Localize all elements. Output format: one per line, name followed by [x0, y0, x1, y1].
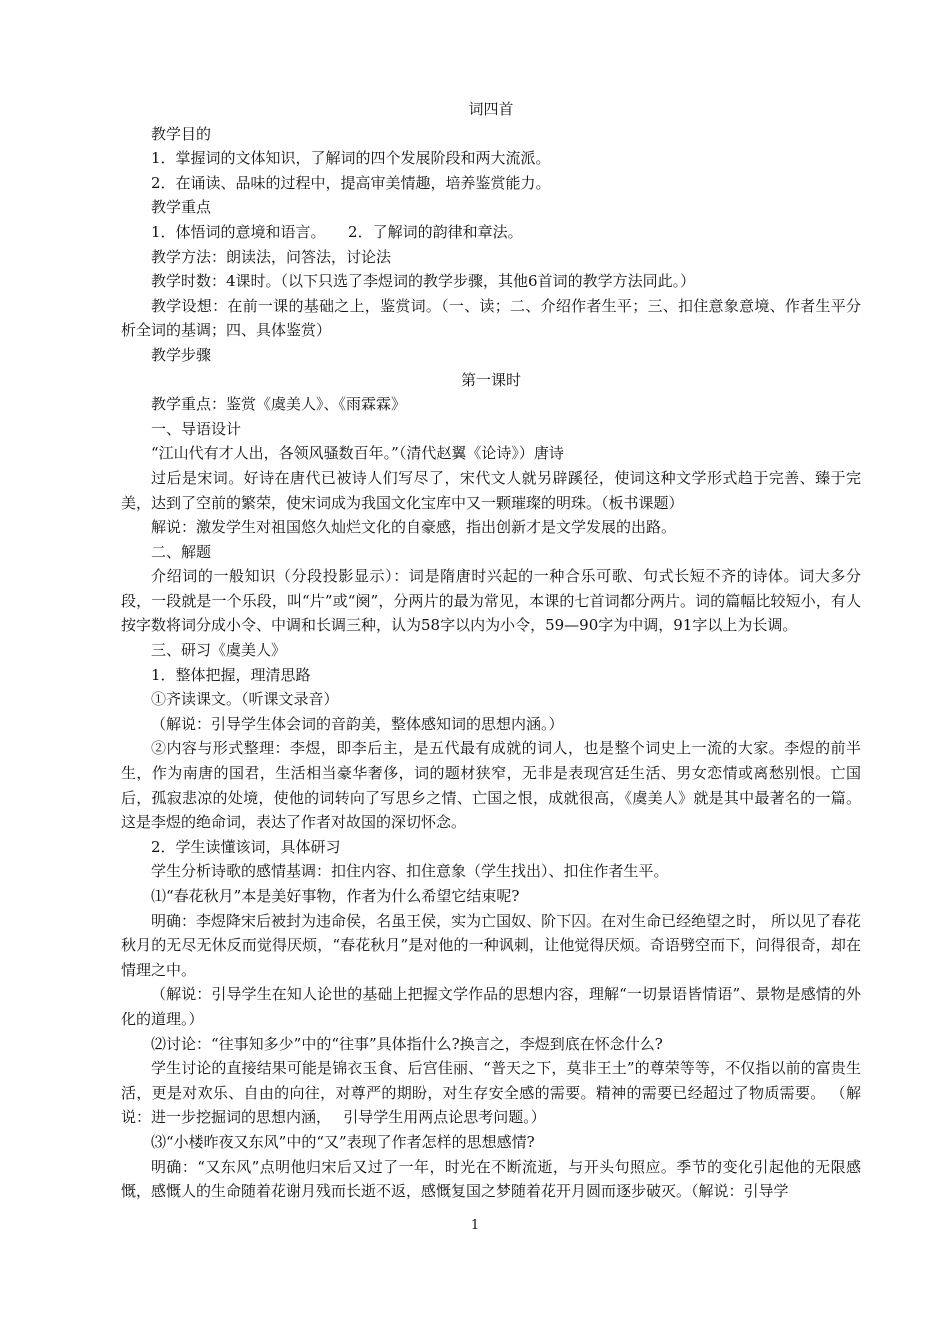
- paragraph: （解说：引导学生体会词的音韵美，整体感知词的思想内涵。）: [151, 714, 564, 733]
- paragraph: 2．在诵读、品味的过程中，提高审美情趣，培养鉴赏能力。: [151, 173, 551, 192]
- section-title: 第一课时: [460, 370, 521, 389]
- paragraph: ⑶“小楼昨夜又东风”中的“又”表现了作者怎样的思想感情?: [151, 1132, 535, 1151]
- paragraph: 学生讨论的直接结果可能是锦衣玉食、后宫佳丽、“普天之下，莫非王土”的尊荣等等，不仅指以前的富贵生活，更是对欢乐、自由的向往，对尊严的期盼，对生存安全感的需要。精神的需要已经超过了物质需要。 （解说：进一步挖掘词的思想内涵， 引导学生用两点论思考问题。）: [121, 1059, 861, 1127]
- paragraph: 教学步骤: [151, 345, 212, 364]
- page-number: 1: [470, 1218, 480, 1233]
- paragraph: ②内容与形式整理：李煜，即李后主，是五代最有成就的词人，也是整个词史上一流的大家。李煜的前半生，作为南唐的国君，生活相当豪华奢侈，词的题材狭窄，无非是表现宫廷生活、男女恋情或离愁别恨。亡国后，孤寂悲凉的处境，使他的词转向了写思乡之情、亡国之恨，成就很高，《虞美人》就是其中最著名的一篇。这是李煜的绝命词，表达了作者对故国的深切怀念。: [121, 739, 861, 832]
- paragraph: 2．学生读懂该词，具体研习: [151, 837, 341, 856]
- paragraph: 教学时数：4课时。（以下只选了李煜词的教学步骤，其他6首词的教学方法同此。）: [151, 272, 696, 291]
- paragraph: 教学重点：鉴赏《虞美人》、《雨霖霖》: [151, 395, 407, 414]
- paragraph: （解说：引导学生在知人论世的基础上把握文学作品的思想内容，理解“一切景语皆情语”、景物是感情的外化的道理。）: [121, 985, 861, 1028]
- paragraph: “江山代有才人出，各领风骚数百年。”（清代赵翼《论诗》）唐诗: [151, 444, 564, 463]
- paragraph: 明确：“又东风”点明他归宋后又过了一年，时光在不断流逝，与开头句照应。季节的变化引起他的无限感慨，感慨人的生命随着花谢月残而长逝不返，感慨复国之梦随着花开月圆而逐步破灭。（解说：引导学: [121, 1157, 861, 1201]
- paragraph: 介绍词的一般知识（分段投影显示）：词是隋唐时兴起的一种合乐可歌、句式长短不齐的诗体。词大多分段，一段就是一个乐段，叫“片”或“阕”，分两片的最为常见，本课的七首词都分两片。词的篇幅比较短小，有人按字数将词分成小令、中调和长调三种，认为58字以内为小令，59—90字为中调，91字以上为长调。: [121, 567, 861, 635]
- paragraph: ⑴“春花秋月”本是美好事物，作者为什么希望它结束呢?: [151, 887, 520, 905]
- paragraph: 明确：李煜降宋后被封为违命侯，名虽王侯，实为亡国奴、阶下囚。在对生命已经绝望之时， 所以见了春花秋月的无尽无休反而觉得厌烦，“春花秋月”是对他的一种讽刺，让他觉得厌烦。奇语劈空而下，问得很奇，却在情理之中。: [121, 911, 861, 979]
- document-title: 词四首: [468, 100, 514, 118]
- paragraph: 1．体悟词的意境和语言。 2．了解词的韵律和章法。: [151, 222, 523, 241]
- paragraph: 教学目的: [151, 124, 212, 143]
- paragraph: 1．整体把握，理清思路: [151, 665, 311, 684]
- paragraph: 解说：激发学生对祖国悠久灿烂文化的自豪感，指出创新才是文学发展的出路。: [151, 518, 677, 537]
- paragraph: 过后是宋词。好诗在唐代已被诗人们写尽了，宋代文人就另辟蹊径，使词这种文学形式趋于完善、臻于完美，达到了空前的繁荣，使宋词成为我国文化宝库中又一颗璀璨的明珠。（板书课题）: [121, 468, 861, 512]
- paragraph: 教学重点: [151, 198, 212, 217]
- paragraph: 二、解题: [151, 542, 212, 561]
- document-body: [121, 97, 861, 1204]
- paragraph: ⑵讨论：“往事知多少”中的“往事”具体指什么?换言之，李煜到底在怀念什么?: [151, 1034, 663, 1053]
- paragraph: ①齐读课文。（听课文录音）: [151, 690, 339, 709]
- paragraph: 三、研习《虞美人》: [151, 641, 287, 660]
- paragraph: 一、导语设计: [151, 419, 242, 438]
- paragraph: 学生分析诗歌的感情基调：扣住内容、扣住意象（学生找出）、扣住作者生平。: [151, 862, 669, 881]
- paragraph: 教学设想：在前一课的基础之上，鉴赏词。（一、读；二、介绍作者生平；三、扣住意象意境、作者生平分析全词的基调；四、具体鉴赏）: [121, 296, 861, 340]
- paragraph: 教学方法：朗读法，问答法，讨论法: [151, 247, 392, 266]
- paragraph: 1．掌握词的文体知识，了解词的四个发展阶段和两大流派。: [151, 149, 551, 168]
